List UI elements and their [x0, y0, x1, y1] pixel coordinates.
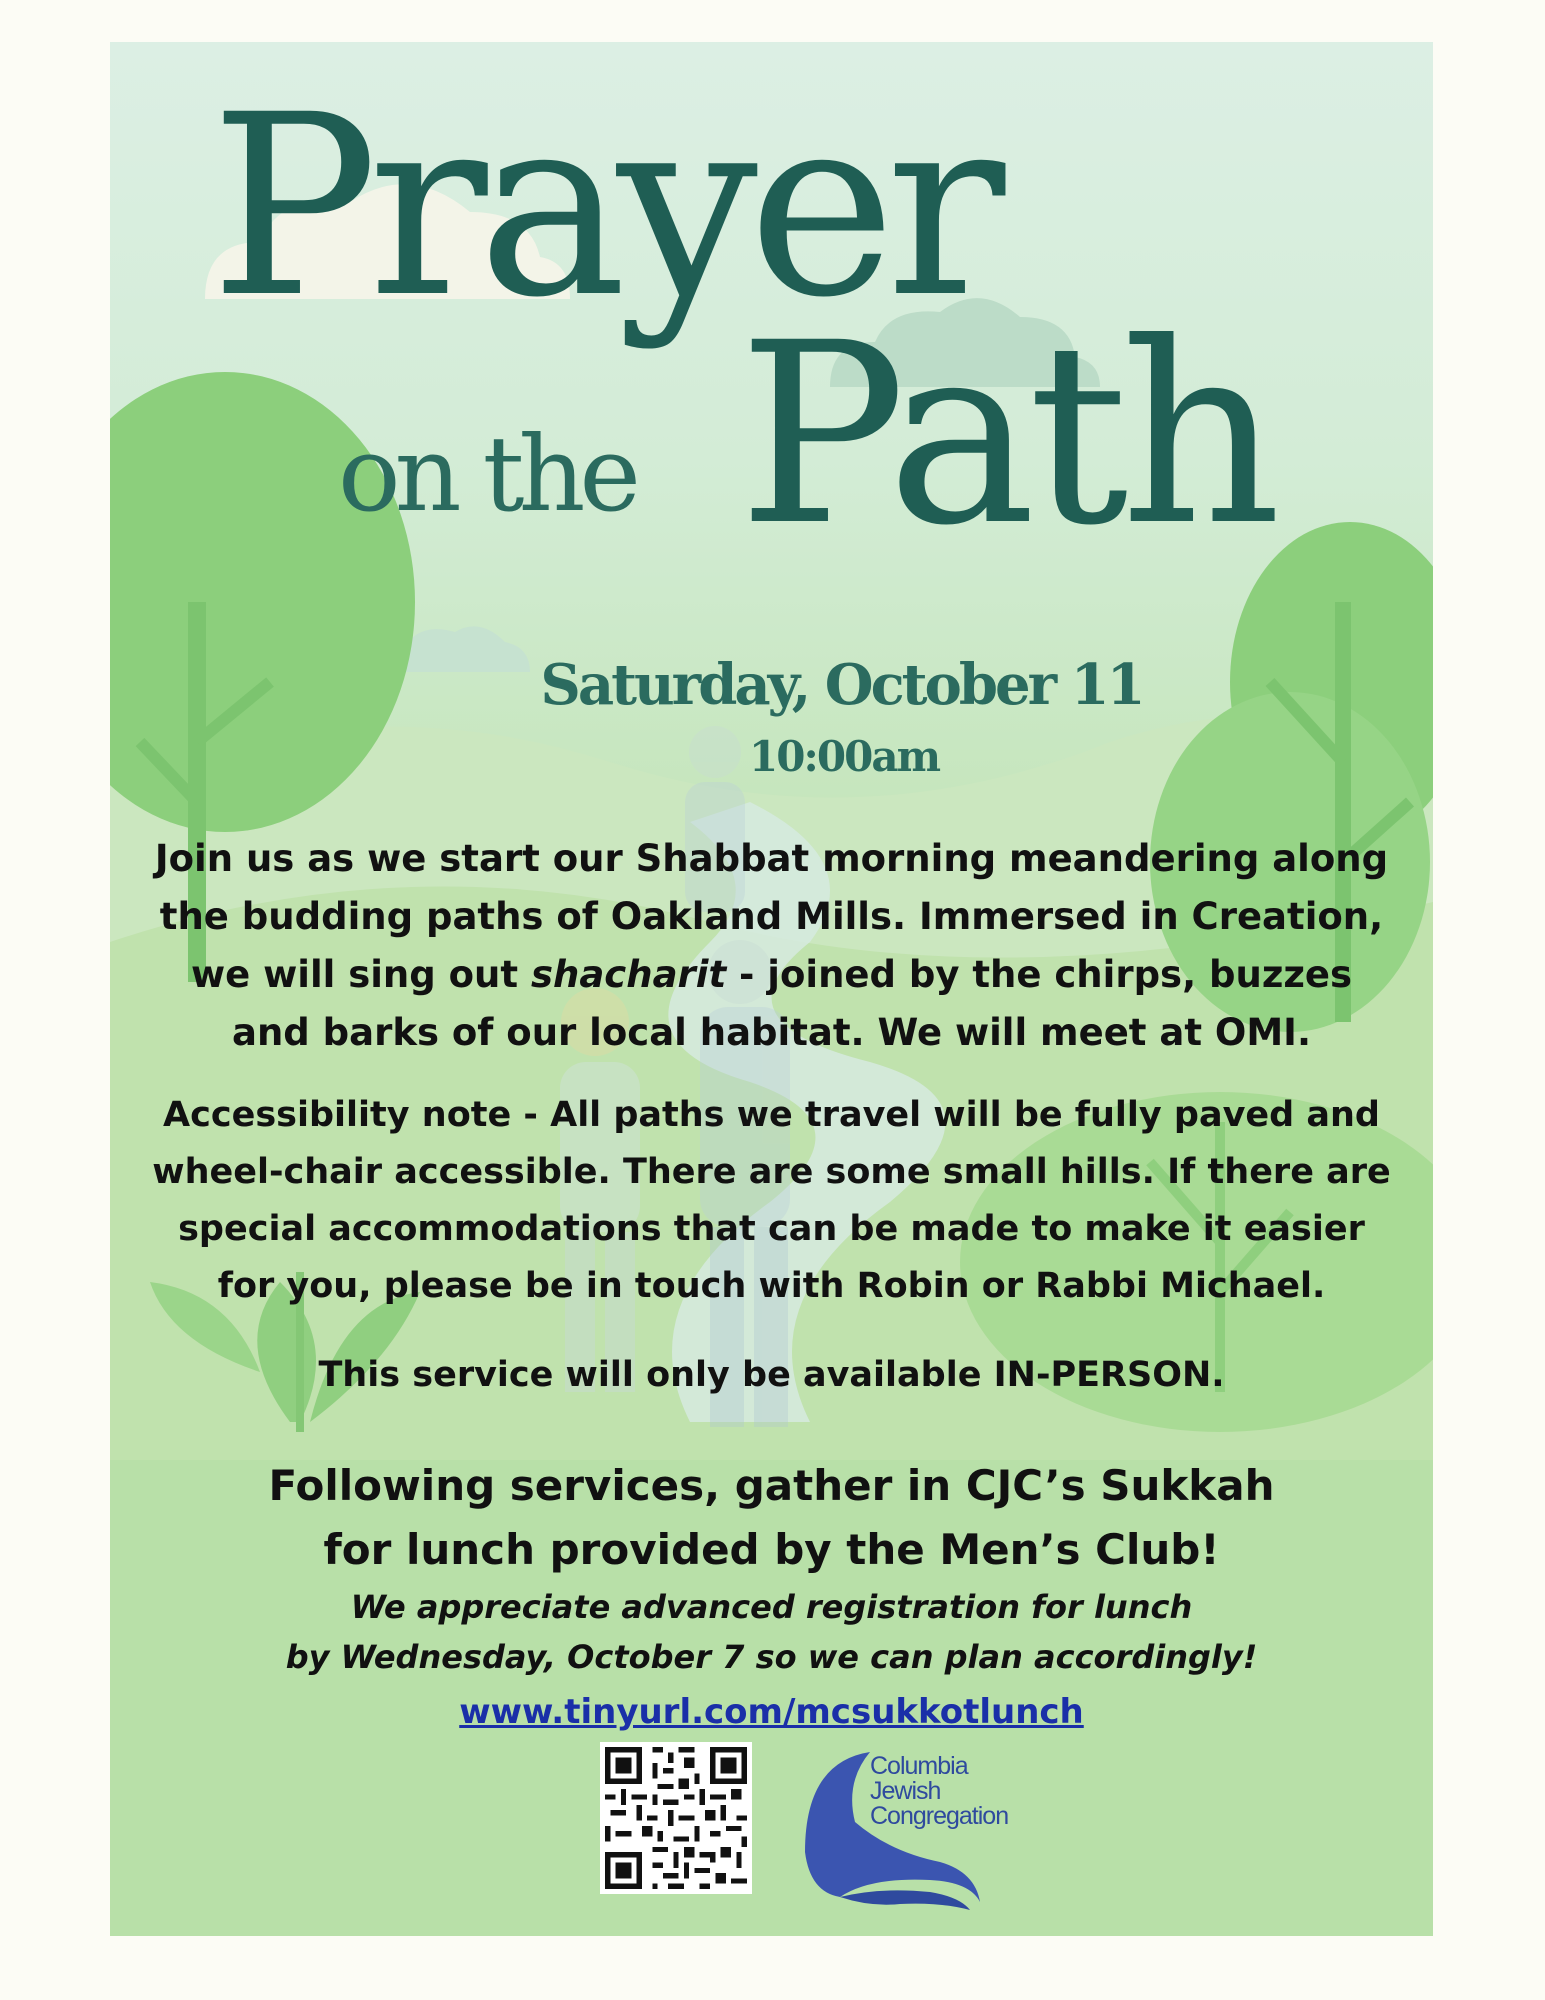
- qr-code: [600, 1742, 752, 1894]
- accessibility-line: for you, please be in touch with Robin or Rabbi Michael.: [217, 1266, 1326, 1306]
- description-text: we will sing out: [190, 953, 531, 996]
- description-paragraph: [140, 830, 1403, 1062]
- description-line: Join us as we start our Shabbat morning meandering along: [154, 837, 1389, 880]
- lunch-heading-line: Following services, gather in CJC’s Sukkah: [268, 1461, 1275, 1510]
- description-line: the budding paths of Oakland Mills. Immersed in Creation,: [159, 895, 1384, 938]
- description-line: [140, 946, 1403, 1004]
- logo-text-line: Jewish: [870, 1777, 941, 1805]
- description-text: - joined by the chirps, buzzes: [726, 953, 1353, 996]
- logo-text-line: Congregation: [870, 1802, 1009, 1830]
- flyer: [110, 42, 1433, 1936]
- title-on-the: on the: [338, 413, 635, 535]
- registration-link[interactable]: www.tinyurl.com/mcsukkotlunch: [459, 1692, 1084, 1732]
- accessibility-line: wheel-chair accessible. There are some small hills. If there are: [152, 1152, 1391, 1192]
- title-prayer: Prayer: [210, 61, 996, 352]
- title-path: Path: [738, 289, 1274, 580]
- accessibility-line: special accommodations that can be made to make it easier: [178, 1209, 1365, 1249]
- in-person-note: This service will only be available IN-PERSON.: [318, 1355, 1225, 1395]
- registration-note: We appreciate advanced registration for lunch: [350, 1588, 1193, 1626]
- event-time: 10:00am: [748, 732, 940, 781]
- registration-note: by Wednesday, October 7 so we can plan accordingly!: [285, 1638, 1258, 1676]
- accessibility-line: Accessibility note - All paths we travel will be fully paved and: [163, 1095, 1380, 1135]
- event-date: Saturday, October 11: [540, 652, 1143, 718]
- lunch-section: [110, 1454, 1433, 1736]
- lunch-heading-line: for lunch provided by the Men’s Club!: [323, 1525, 1220, 1574]
- description-line: and barks of our local habitat. We will meet at OMI.: [231, 1011, 1312, 1054]
- accessibility-paragraph: [140, 1087, 1403, 1315]
- shacharit-term: shacharit: [530, 953, 727, 996]
- logo-text-line: Columbia: [870, 1752, 968, 1780]
